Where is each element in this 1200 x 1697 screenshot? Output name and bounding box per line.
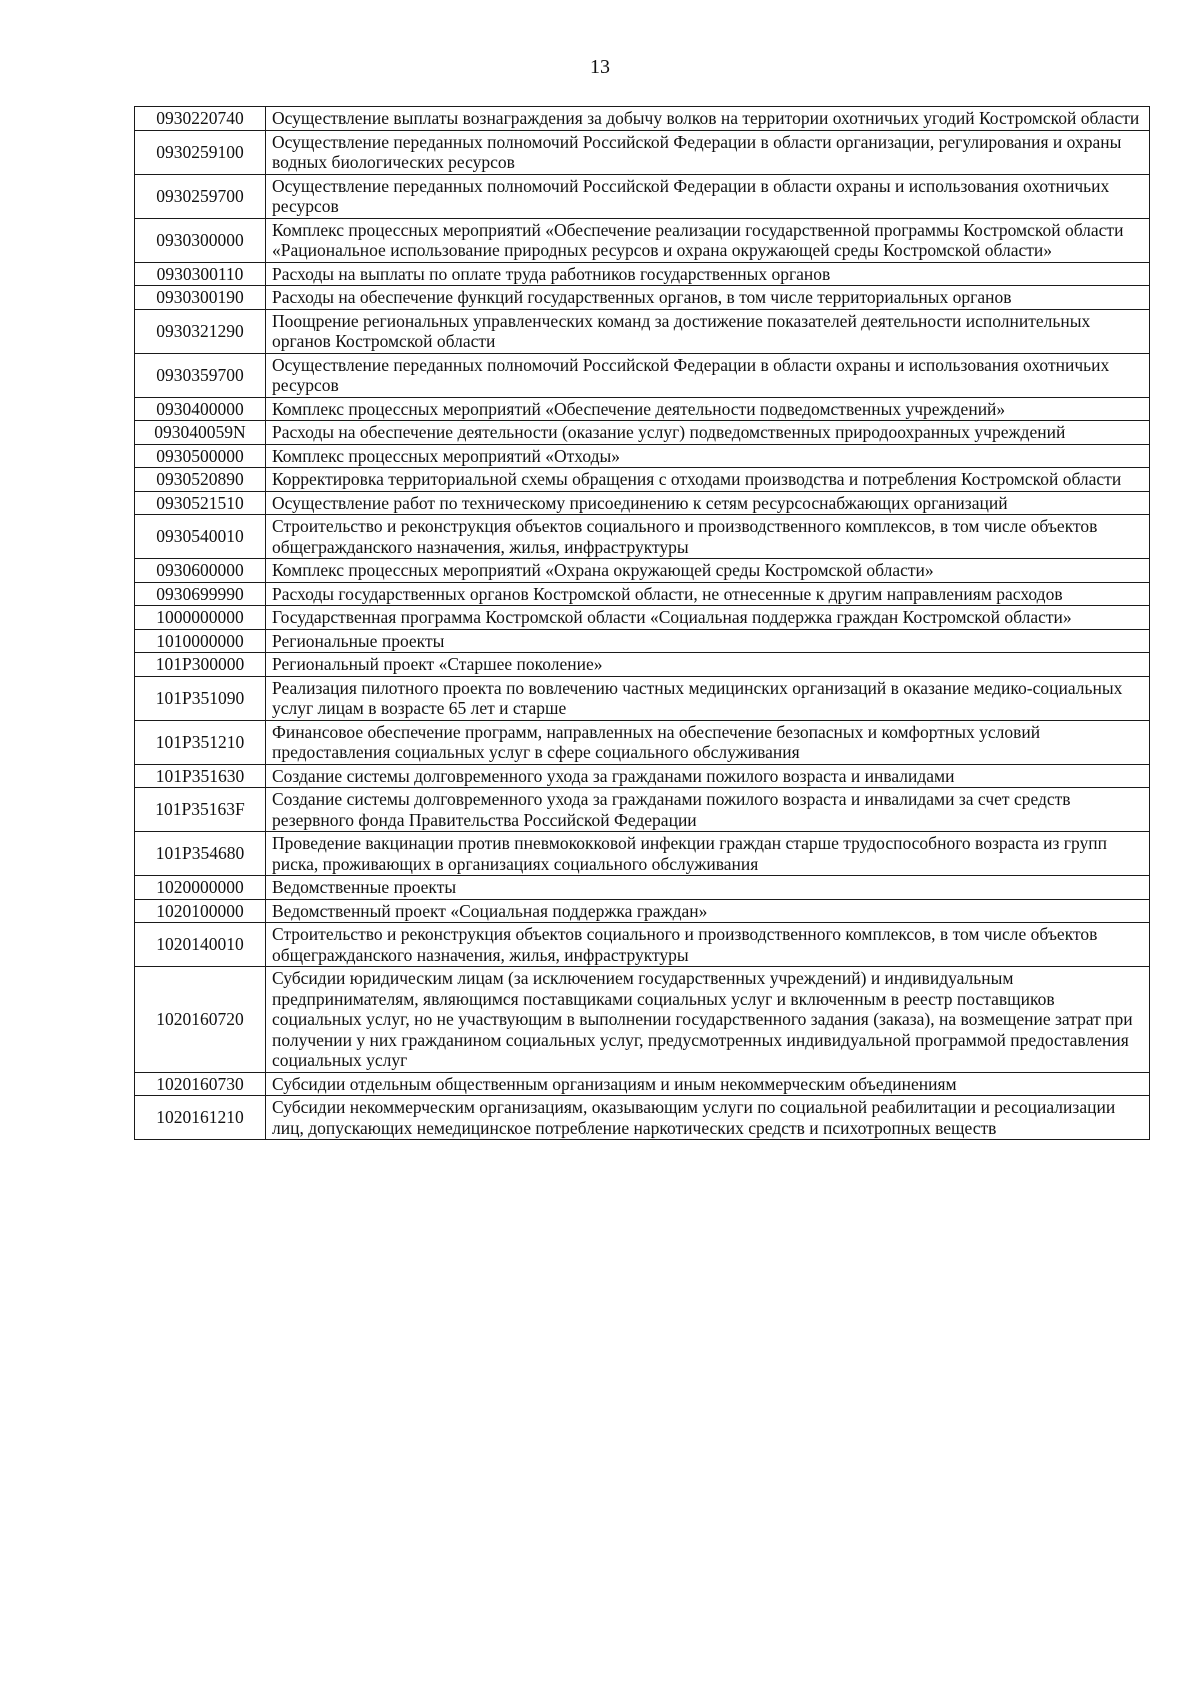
classification-code: 101P351630 xyxy=(135,764,266,788)
table-row xyxy=(135,899,1150,923)
classification-code: 1020160730 xyxy=(135,1072,266,1096)
expense-description: Расходы на обеспечение функций государственных органов, в том числе территориальных органов xyxy=(266,286,1150,310)
expense-description: Региональные проекты xyxy=(266,629,1150,653)
table-row xyxy=(135,353,1150,397)
table-row xyxy=(135,788,1150,832)
classification-code: 101P354680 xyxy=(135,832,266,876)
classification-code: 0930220740 xyxy=(135,107,266,131)
classification-code: 0930259700 xyxy=(135,174,266,218)
table-row xyxy=(135,174,1150,218)
classification-code: 1020161210 xyxy=(135,1096,266,1140)
table-row xyxy=(135,582,1150,606)
expense-description: Проведение вакцинации против пневмококковой инфекции граждан старше трудоспособного возраста из групп риска, проживающих в организациях социального обслуживания xyxy=(266,832,1150,876)
table-row xyxy=(135,262,1150,286)
table-row xyxy=(135,559,1150,583)
classification-code: 1010000000 xyxy=(135,629,266,653)
expense-description: Осуществление работ по техническому присоединению к сетям ресурсоснабжающих организаций xyxy=(266,491,1150,515)
classification-code: 0930400000 xyxy=(135,397,266,421)
expense-description: Расходы на обеспечение деятельности (оказание услуг) подведомственных природоохранных учреждений xyxy=(266,421,1150,445)
expense-description: Финансовое обеспечение программ, направленных на обеспечение безопасных и комфортных условий предоставления социальных услуг в сфере социального обслуживания xyxy=(266,720,1150,764)
classification-code: 1020160720 xyxy=(135,967,266,1073)
table-row xyxy=(135,491,1150,515)
classification-code: 0930300000 xyxy=(135,218,266,262)
table-row xyxy=(135,397,1150,421)
classification-code: 0930500000 xyxy=(135,444,266,468)
classification-code: 093040059N xyxy=(135,421,266,445)
page-number: 13 xyxy=(590,56,610,78)
classification-code: 1020000000 xyxy=(135,876,266,900)
classification-code: 1020100000 xyxy=(135,899,266,923)
budget-codes-table xyxy=(134,106,1150,1140)
expense-description: Комплекс процессных мероприятий «Отходы» xyxy=(266,444,1150,468)
expense-description: Комплекс процессных мероприятий «Обеспечение деятельности подведомственных учреждений» xyxy=(266,397,1150,421)
expense-description: Осуществление переданных полномочий Российской Федерации в области охраны и использования охотничьих ресурсов xyxy=(266,353,1150,397)
classification-code: 101P300000 xyxy=(135,653,266,677)
table-row xyxy=(135,421,1150,445)
table-row xyxy=(135,309,1150,353)
classification-code: 0930300190 xyxy=(135,286,266,310)
expense-description: Расходы государственных органов Костромской области, не отнесенные к другим направлениям расходов xyxy=(266,582,1150,606)
table-row xyxy=(135,720,1150,764)
table-row xyxy=(135,876,1150,900)
table-row xyxy=(135,130,1150,174)
expense-description: Осуществление выплаты вознаграждения за добычу волков на территории охотничьих угодий Костромской области xyxy=(266,107,1150,131)
table-row xyxy=(135,1096,1150,1140)
expense-description: Субсидии юридическим лицам (за исключением государственных учреждений) и индивидуальным предпринимателям, являющимся поставщиками социальных услуг и включенным в реестр поставщиков социальных услуг, но не участвующим в выполнении государственного задания (заказа), на возмещение затрат при получении у них гражданином социальных услуг, предусмотренных индивидуальной программой предоставления социальных услуг xyxy=(266,967,1150,1073)
expense-description: Комплекс процессных мероприятий «Обеспечение реализации государственной программы Костромской области «Рациональное использование природных ресурсов и охрана окружающей среды Костромской области» xyxy=(266,218,1150,262)
classification-code: 0930300110 xyxy=(135,262,266,286)
table-row xyxy=(135,1072,1150,1096)
table-row xyxy=(135,764,1150,788)
table-row xyxy=(135,515,1150,559)
table-row xyxy=(135,923,1150,967)
table-row xyxy=(135,107,1150,131)
table-row xyxy=(135,967,1150,1073)
classification-code: 0930359700 xyxy=(135,353,266,397)
classification-code: 1020140010 xyxy=(135,923,266,967)
expense-description: Создание системы долговременного ухода за гражданами пожилого возраста и инвалидами за счет средств резервного фонда Правительства Российской Федерации xyxy=(266,788,1150,832)
table-row xyxy=(135,218,1150,262)
table-body xyxy=(135,107,1150,1140)
classification-code: 101P351090 xyxy=(135,676,266,720)
expense-description: Региональный проект «Старшее поколение» xyxy=(266,653,1150,677)
table-row xyxy=(135,653,1150,677)
classification-code: 101P351210 xyxy=(135,720,266,764)
expense-description: Субсидии отдельным общественным организациям и иным некоммерческим объединениям xyxy=(266,1072,1150,1096)
classification-code: 101P35163F xyxy=(135,788,266,832)
expense-description: Осуществление переданных полномочий Российской Федерации в области охраны и использования охотничьих ресурсов xyxy=(266,174,1150,218)
classification-code: 0930520890 xyxy=(135,468,266,492)
table-row xyxy=(135,286,1150,310)
expense-description: Государственная программа Костромской области «Социальная поддержка граждан Костромской области» xyxy=(266,606,1150,630)
table-row xyxy=(135,444,1150,468)
expense-description: Ведомственные проекты xyxy=(266,876,1150,900)
classification-code: 0930521510 xyxy=(135,491,266,515)
expense-description: Ведомственный проект «Социальная поддержка граждан» xyxy=(266,899,1150,923)
classification-code: 0930600000 xyxy=(135,559,266,583)
table-row xyxy=(135,832,1150,876)
expense-description: Комплекс процессных мероприятий «Охрана окружающей среды Костромской области» xyxy=(266,559,1150,583)
classification-code: 0930321290 xyxy=(135,309,266,353)
table-row xyxy=(135,676,1150,720)
expense-description: Поощрение региональных управленческих команд за достижение показателей деятельности исполнительных органов Костромской области xyxy=(266,309,1150,353)
table-row xyxy=(135,468,1150,492)
expense-description: Осуществление переданных полномочий Российской Федерации в области организации, регулирования и охраны водных биологических ресурсов xyxy=(266,130,1150,174)
expense-description: Строительство и реконструкция объектов социального и производственного комплексов, в том числе объектов общегражданского назначения, жилья, инфраструктуры xyxy=(266,515,1150,559)
expense-description: Корректировка территориальной схемы обращения с отходами производства и потребления Костромской области xyxy=(266,468,1150,492)
table-row xyxy=(135,629,1150,653)
expense-description: Строительство и реконструкция объектов социального и производственного комплексов, в том числе объектов общегражданского назначения, жилья, инфраструктуры xyxy=(266,923,1150,967)
classification-code: 0930699990 xyxy=(135,582,266,606)
classification-code: 1000000000 xyxy=(135,606,266,630)
classification-code: 0930540010 xyxy=(135,515,266,559)
expense-description: Субсидии некоммерческим организациям, оказывающим услуги по социальной реабилитации и ресоциализации лиц, допускающих немедицинское потребление наркотических средств и психотропных веществ xyxy=(266,1096,1150,1140)
classification-code: 0930259100 xyxy=(135,130,266,174)
expense-description: Расходы на выплаты по оплате труда работников государственных органов xyxy=(266,262,1150,286)
expense-description: Создание системы долговременного ухода за гражданами пожилого возраста и инвалидами xyxy=(266,764,1150,788)
expense-description: Реализация пилотного проекта по вовлечению частных медицинских организаций в оказание медико-социальных услуг лицам в возрасте 65 лет и старше xyxy=(266,676,1150,720)
table-row xyxy=(135,606,1150,630)
